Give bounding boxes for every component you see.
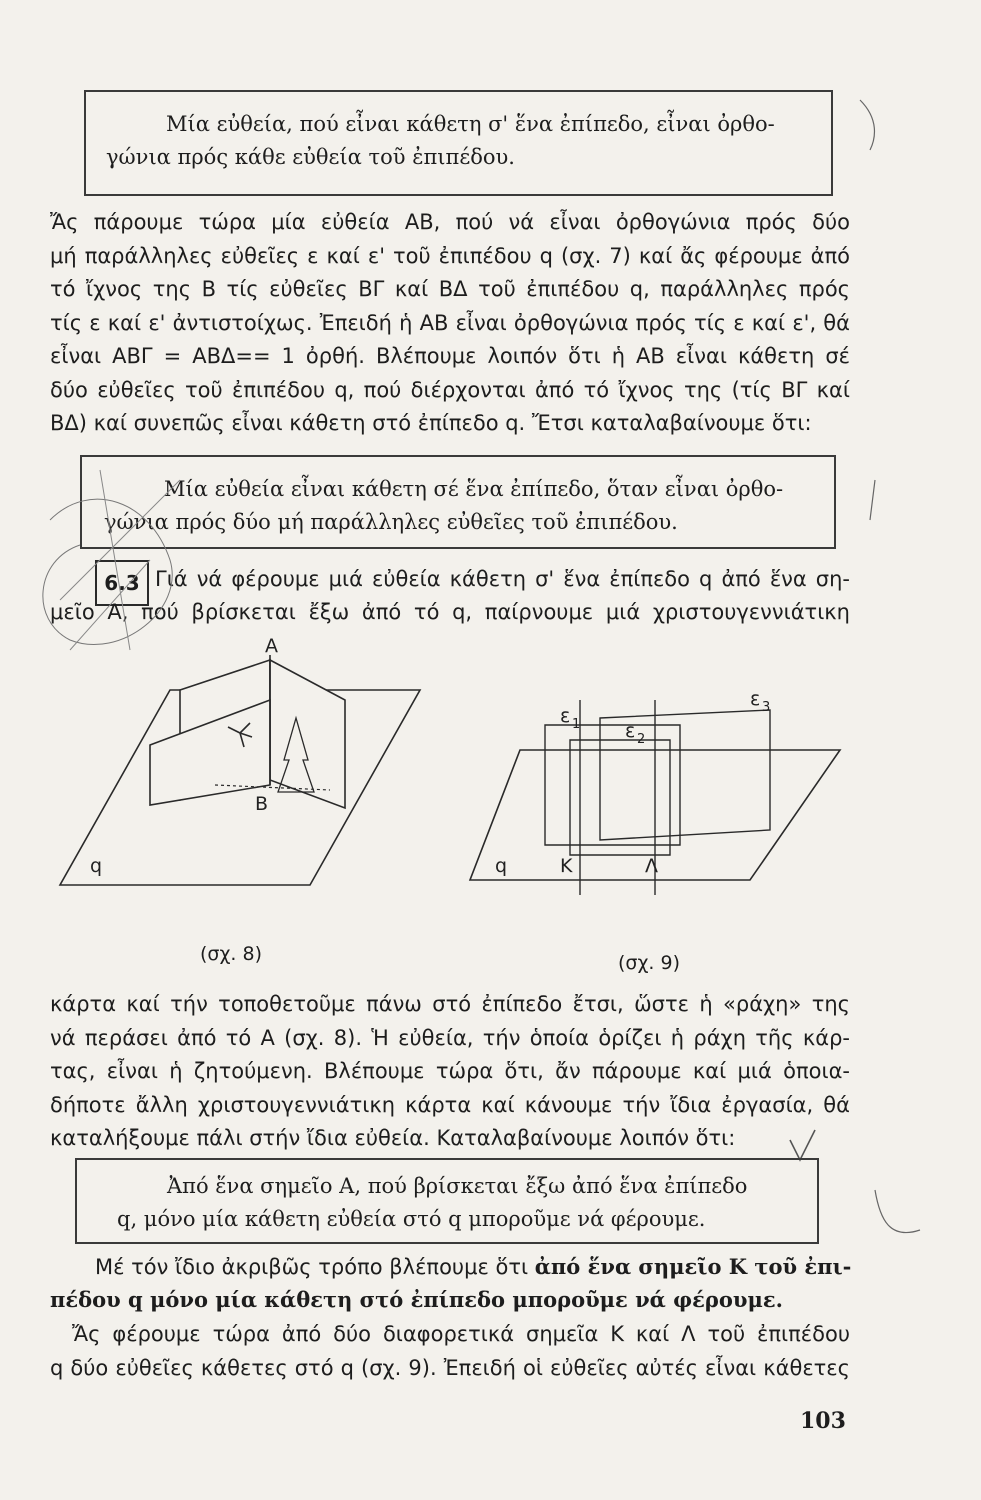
pencil-scribble [60,470,180,650]
pencil-scribble [43,499,172,644]
text-line: κάρτα καί τήν τοποθετοῦμε πάνω στό ἐπίπεδο ἔτσι, ὥστε ἡ «ράχη» της [50,992,850,1016]
theorem-line: γώνια πρός δύο μή παράλληλες εὐθεῖες τοῦ ἐπιπέδου. [104,510,678,534]
text-span: Μέ τόν ἴδιο ἀκριβῶς τρόπο βλέπουμε ὅτι [95,1255,529,1279]
fig9-label-K: Κ [560,855,573,877]
fig8-caption: (σχ. 8) [200,943,263,965]
fig8-label-A: Α [265,635,278,657]
bold-text-line: πέδου q μόνο μία κάθετη στό ἐπίπεδο μποροῦμε νά φέρουμε. [50,1287,783,1312]
theorem-line: q, μόνο μία κάθετη εὐθεία στό q μποροῦμε νά φέρουμε. [117,1207,706,1231]
text-line: τίς ε καί ε' ἀντιστοίχως. Ἐπειδή ἡ ΑΒ εἶναι ὀρθογώνια πρός τίς ε καί ε', θά [50,310,850,335]
fig9-label-q: q [495,855,508,877]
page-number: 103 [800,1408,846,1434]
fig9-label-e1-sub: 1 [572,717,581,732]
fig9-caption: (σχ. 9) [618,952,681,974]
text-line: q δύο εὐθεῖες κάθετες στό q (σχ. 9). Ἐπειδή οἱ εὐθεῖες αὐτές εἶναι κάθετες [50,1355,850,1380]
fig8-label-q: q [90,855,103,877]
fig9-plane-e1 [545,725,680,845]
text-line: δήποτε ἄλλη χριστουγεννιάτικη κάρτα καί κάνουμε τήν ἴδια ἐργασία, θά [50,1092,850,1117]
pencil-scribble [875,1190,920,1233]
text-line: Ἄς πάρουμε τώρα μία εὐθεία ΑΒ, πού νά εἶναι ὀρθογώνια πρός δύο [50,210,850,234]
bold-text-span: ἀπό ἕνα σημεῖο Κ τοῦ ἐπι- [534,1254,852,1279]
section-number: 6.3 [95,560,149,606]
fig9-label-L: Λ [645,855,658,877]
fig9-label-e3-sub: 3 [762,700,771,715]
text-line: εἶναι ΑΒΓ = ΑΒΔ== 1 ὀρθή. Βλέπουμε λοιπόν ὅτι ἡ ΑΒ εἶναι κάθετη σέ [50,344,850,368]
theorem-line: Ἀπό ἕνα σημεῖο Α, πού βρίσκεται ἔξω ἀπό ἕνα ἐπίπεδο [167,1174,748,1198]
text-line: μή παράλληλες εὐθεῖες ε καί ε' τοῦ ἐπιπέδου q (σχ. 7) καί ἄς φέρουμε ἀπό [50,243,850,268]
text-line [95,1250,850,1285]
text-line: νά περάσει ἀπό τό Α (σχ. 8). Ἡ εὐθεία, τήν ὁποία ὁρίζει ἡ ράχη τῆς κάρ- [50,1025,850,1050]
theorem-line: Μία εὐθεία εἶναι κάθετη σέ ἕνα ἐπίπεδο, ὅταν εἶναι ὀρθο- [164,477,784,501]
theorem-line: Μία εὐθεία, πού εἶναι κάθετη σ' ἕνα ἐπίπεδο, εἶναι ὀρθο- [166,112,775,136]
text-line: ΒΔ) καί συνεπῶς εἶναι κάθετη στό ἐπίπεδο q. Ἔτσι καταλαβαίνουμε ὅτι: [50,411,812,435]
pencil-scribble [860,100,875,520]
paragraph-3 [95,1250,850,1285]
text-line: μεῖο Α, πού βρίσκεται ἔξω ἀπό τό q, παίρνουμε μιά χριστουγεννιάτικη [50,600,850,624]
text-line: τό ἴχνος της Β τίς εὐθεῖες ΒΓ καί ΒΔ τοῦ ἐπιπέδου q, παράλληλες πρός [50,277,850,301]
paragraph-3-cont [50,1283,850,1317]
fig9-label-e1: ε [560,705,571,727]
fig8-card-right [270,660,345,808]
text-line: καταλήξουμε πάλι στήν ἴδια εὐθεία. Καταλαβαίνουμε λοιπόν ὅτι: [50,1126,736,1150]
theorem-line: γώνια πρός κάθε εὐθεία τοῦ ἐπιπέδου. [106,145,515,169]
text-line: Ἄς φέρουμε τώρα ἀπό δύο διαφορετικά σημεῖα Κ καί Λ τοῦ ἐπιπέδου [72,1322,850,1346]
theorem-box-3 [75,1158,819,1244]
text-line: τας, εἶναι ἡ ζητούμενη. Βλέπουμε τώρα ὅτι, ἄν πάρουμε καί μιά ὁποια- [50,1059,850,1083]
fig9-label-e2-sub: 2 [637,732,646,747]
text-line: Γιά νά φέρουμε μιά εὐθεία κάθετη σ' ἕνα ἐπίπεδο q ἀπό ἕνα ση- [155,567,850,591]
paragraph-4 [50,1318,850,1385]
text-line: δύο εὐθεῖες τοῦ ἐπιπέδου q, πού διέρχονται ἀπό τό ἴχνος της (τίς ΒΓ καί [50,377,850,402]
paragraph-2 [50,988,850,1156]
fig9-label-e3: ε [750,688,761,710]
fig8-label-B: Β [255,793,269,815]
fig9-label-e2: ε [625,720,636,742]
